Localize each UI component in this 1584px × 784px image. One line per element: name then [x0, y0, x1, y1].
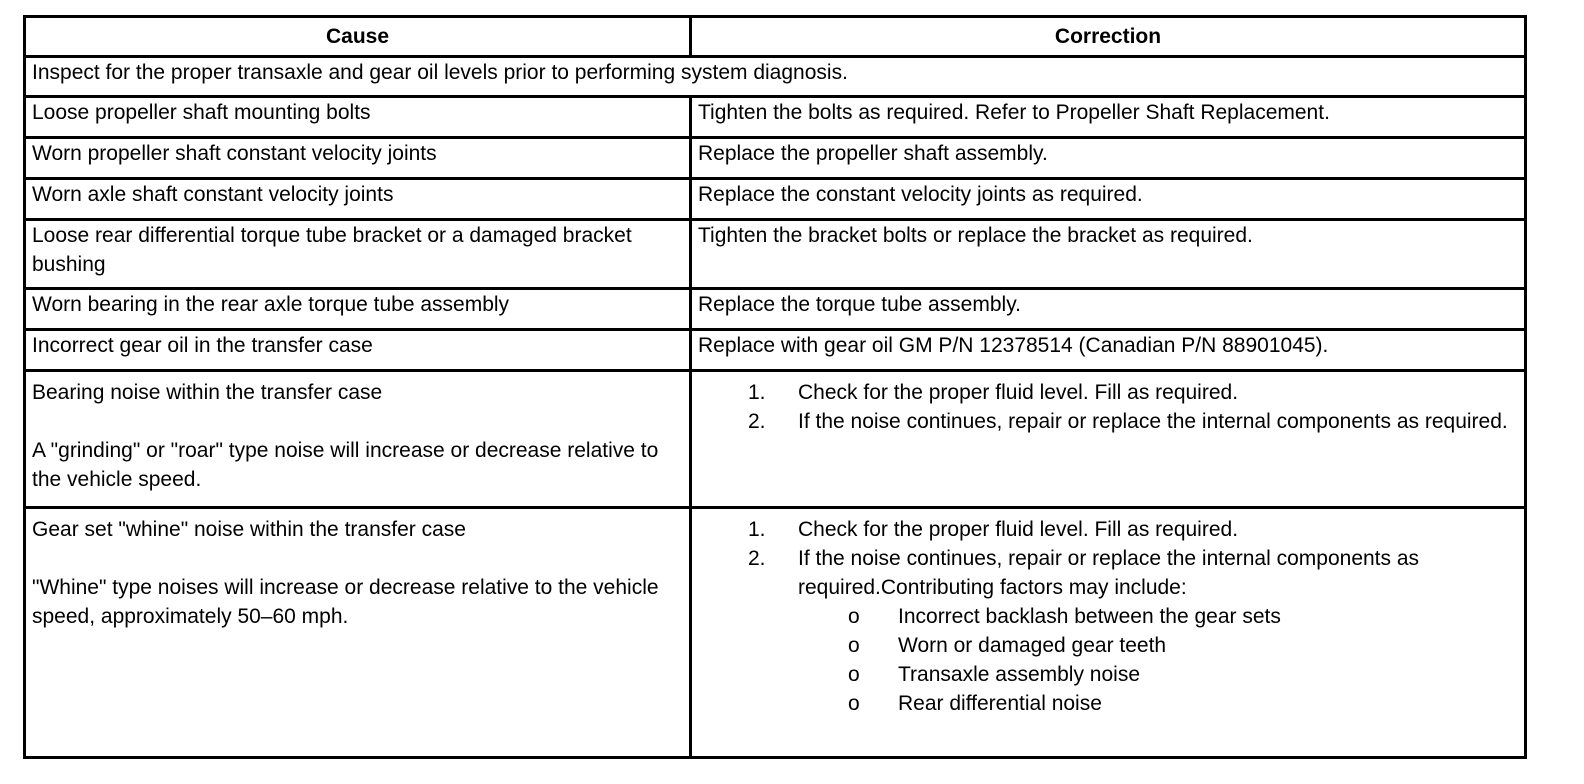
correction-cell: Replace the torque tube assembly.	[691, 289, 1526, 330]
table-row	[25, 138, 1526, 179]
note-cell: Inspect for the proper transaxle and gear oil levels prior to performing system diagnosis.	[25, 57, 1526, 97]
table-row	[25, 179, 1526, 220]
list-item	[798, 602, 1518, 631]
bullet-marker: o	[848, 692, 860, 715]
table-row-bearing	[25, 371, 1526, 508]
cause-cell: Worn bearing in the rear axle torque tube assembly	[25, 289, 691, 330]
table-row	[25, 289, 1526, 330]
table-row	[25, 330, 1526, 371]
cause-cell: Worn propeller shaft constant velocity joints	[25, 138, 691, 179]
table-row-gearset	[25, 508, 1526, 758]
correction-cell: Tighten the bolts as required. Refer to Propeller Shaft Replacement.	[691, 97, 1526, 138]
list-item	[798, 689, 1518, 718]
factor-text: Incorrect backlash between the gear sets	[898, 605, 1281, 628]
cause-cell: Loose propeller shaft mounting bolts	[25, 97, 691, 138]
list-item	[798, 631, 1518, 660]
list-item	[698, 407, 1518, 436]
diagnostic-table	[23, 15, 1527, 759]
step-text: If the noise continues, repair or replace the internal components as required.	[798, 410, 1508, 433]
bullet-marker: o	[848, 663, 860, 686]
step-number: 2.	[748, 547, 766, 570]
cause-cell	[25, 371, 691, 508]
bullet-marker: o	[848, 605, 860, 628]
steps-list	[698, 378, 1518, 436]
cause-detail: A "grinding" or "roar" type noise will increase or decrease relative to the vehicle speed.	[32, 439, 659, 491]
factor-text: Transaxle assembly noise	[898, 663, 1140, 686]
step-text: If the noise continues, repair or replace the internal components as required.Contributing factors may include:	[798, 547, 1420, 599]
cause-title: Bearing noise within the transfer case	[32, 381, 383, 404]
correction-cell: Replace the constant velocity joints as required.	[691, 179, 1526, 220]
step-text: Check for the proper fluid level. Fill as required.	[798, 518, 1239, 541]
header-row	[25, 17, 1526, 57]
cause-detail: "Whine" type noises will increase or decrease relative to the vehicle speed, approximately 50–60 mph.	[32, 576, 659, 628]
header-correction: Correction	[691, 17, 1526, 57]
factors-list	[798, 602, 1518, 718]
factor-text: Worn or damaged gear teeth	[898, 634, 1167, 657]
header-cause: Cause	[25, 17, 691, 57]
correction-cell: Tighten the bracket bolts or replace the bracket as required.	[691, 220, 1526, 289]
cause-cell: Worn axle shaft constant velocity joints	[25, 179, 691, 220]
table-row	[25, 97, 1526, 138]
cause-title: Gear set "whine" noise within the transfer case	[32, 518, 466, 541]
cause-cell: Loose rear differential torque tube bracket or a damaged bracket bushing	[25, 220, 691, 289]
steps-list	[698, 515, 1518, 718]
step-number: 1.	[748, 518, 766, 541]
step-text: Check for the proper fluid level. Fill as required.	[798, 381, 1239, 404]
correction-cell: Replace with gear oil GM P/N 12378514 (Canadian P/N 88901045).	[691, 330, 1526, 371]
factor-text: Rear differential noise	[898, 692, 1102, 715]
correction-cell	[691, 508, 1526, 758]
correction-cell: Replace the propeller shaft assembly.	[691, 138, 1526, 179]
list-item	[698, 544, 1518, 718]
cause-cell	[25, 508, 691, 758]
correction-cell	[691, 371, 1526, 508]
bullet-marker: o	[848, 634, 860, 657]
list-item	[798, 660, 1518, 689]
step-number: 1.	[748, 381, 766, 404]
list-item	[698, 515, 1518, 544]
table-row	[25, 220, 1526, 289]
note-row	[25, 57, 1526, 97]
cause-cell: Incorrect gear oil in the transfer case	[25, 330, 691, 371]
list-item	[698, 378, 1518, 407]
step-number: 2.	[748, 410, 766, 433]
